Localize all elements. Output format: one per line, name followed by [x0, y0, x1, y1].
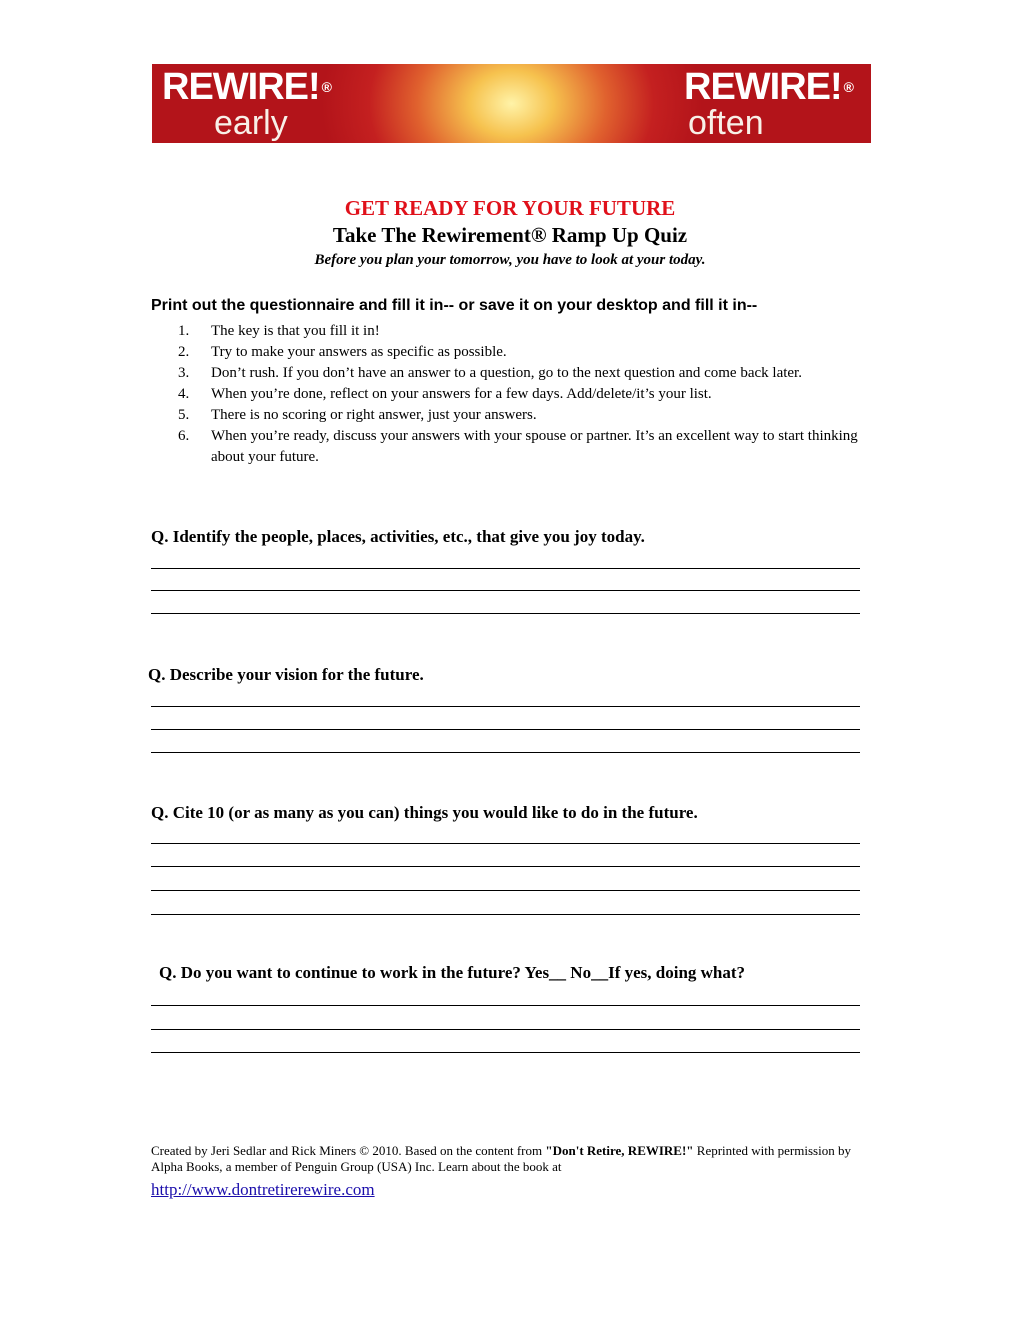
answer-line[interactable]: [151, 613, 860, 614]
footer-credits: Created by Jeri Sedlar and Rick Miners © 2010. Based on the content from "Don't Retire, REWIRE!" Reprinted with permission by Alpha Books, a member of Penguin Group (USA) Inc. Learn about the book at: [151, 1143, 851, 1174]
answer-line[interactable]: [151, 706, 860, 707]
list-item: 6. When you’re ready, discuss your answers with your spouse or partner. It’s an excellent way to start thinking about your future.: [178, 428, 858, 465]
answer-line[interactable]: [151, 590, 860, 591]
question-vision: Q. Describe your vision for the future.: [148, 665, 424, 684]
answer-line[interactable]: [151, 752, 860, 753]
rewire-often-logo: REWIRE! ® often: [684, 66, 853, 142]
website-link[interactable]: http://www.dontretirerewire.com: [151, 1180, 375, 1199]
answer-line[interactable]: [151, 914, 860, 915]
instructions-intro: Print out the questionnaire and fill it in-- or save it on your desktop and fill it in--: [151, 297, 758, 314]
answer-line[interactable]: [151, 1029, 860, 1030]
answer-line[interactable]: [151, 729, 860, 730]
quiz-subtitle: Take The Rewirement® Ramp Up Quiz: [332, 223, 688, 247]
answer-line[interactable]: [151, 890, 860, 891]
list-item: 2. Try to make your answers as specific as possible.: [178, 344, 507, 360]
question-work: Q. Do you want to continue to work in the future? Yes__ No__If yes, doing what?: [159, 963, 746, 982]
rewire-early-logo: REWIRE! ® early: [162, 66, 331, 142]
answer-line[interactable]: [151, 1005, 860, 1006]
header-banner: [152, 64, 871, 143]
question-joy: Q. Identify the people, places, activities, etc., that give you joy today.: [151, 527, 645, 546]
tagline: Before you plan your tomorrow, you have to look at your today.: [314, 252, 706, 268]
answer-line[interactable]: [151, 1052, 860, 1053]
page-title: GET READY FOR YOUR FUTURE: [344, 196, 676, 220]
list-item: 5. There is no scoring or right answer, just your answers.: [178, 407, 537, 423]
answer-line[interactable]: [151, 866, 860, 867]
list-item: 1. The key is that you fill it in!: [178, 323, 380, 339]
list-item: 3. Don’t rush. If you don’t have an answer to a question, go to the next question and come back later.: [178, 365, 802, 381]
question-things-to-do: Q. Cite 10 (or as many as you can) things you would like to do in the future.: [151, 803, 698, 822]
answer-line[interactable]: [151, 843, 860, 844]
list-item: 4. When you’re done, reflect on your answers for a few days. Add/delete/it’s your list.: [178, 386, 712, 402]
instructions-list: [178, 321, 868, 468]
answer-line[interactable]: [151, 568, 860, 569]
